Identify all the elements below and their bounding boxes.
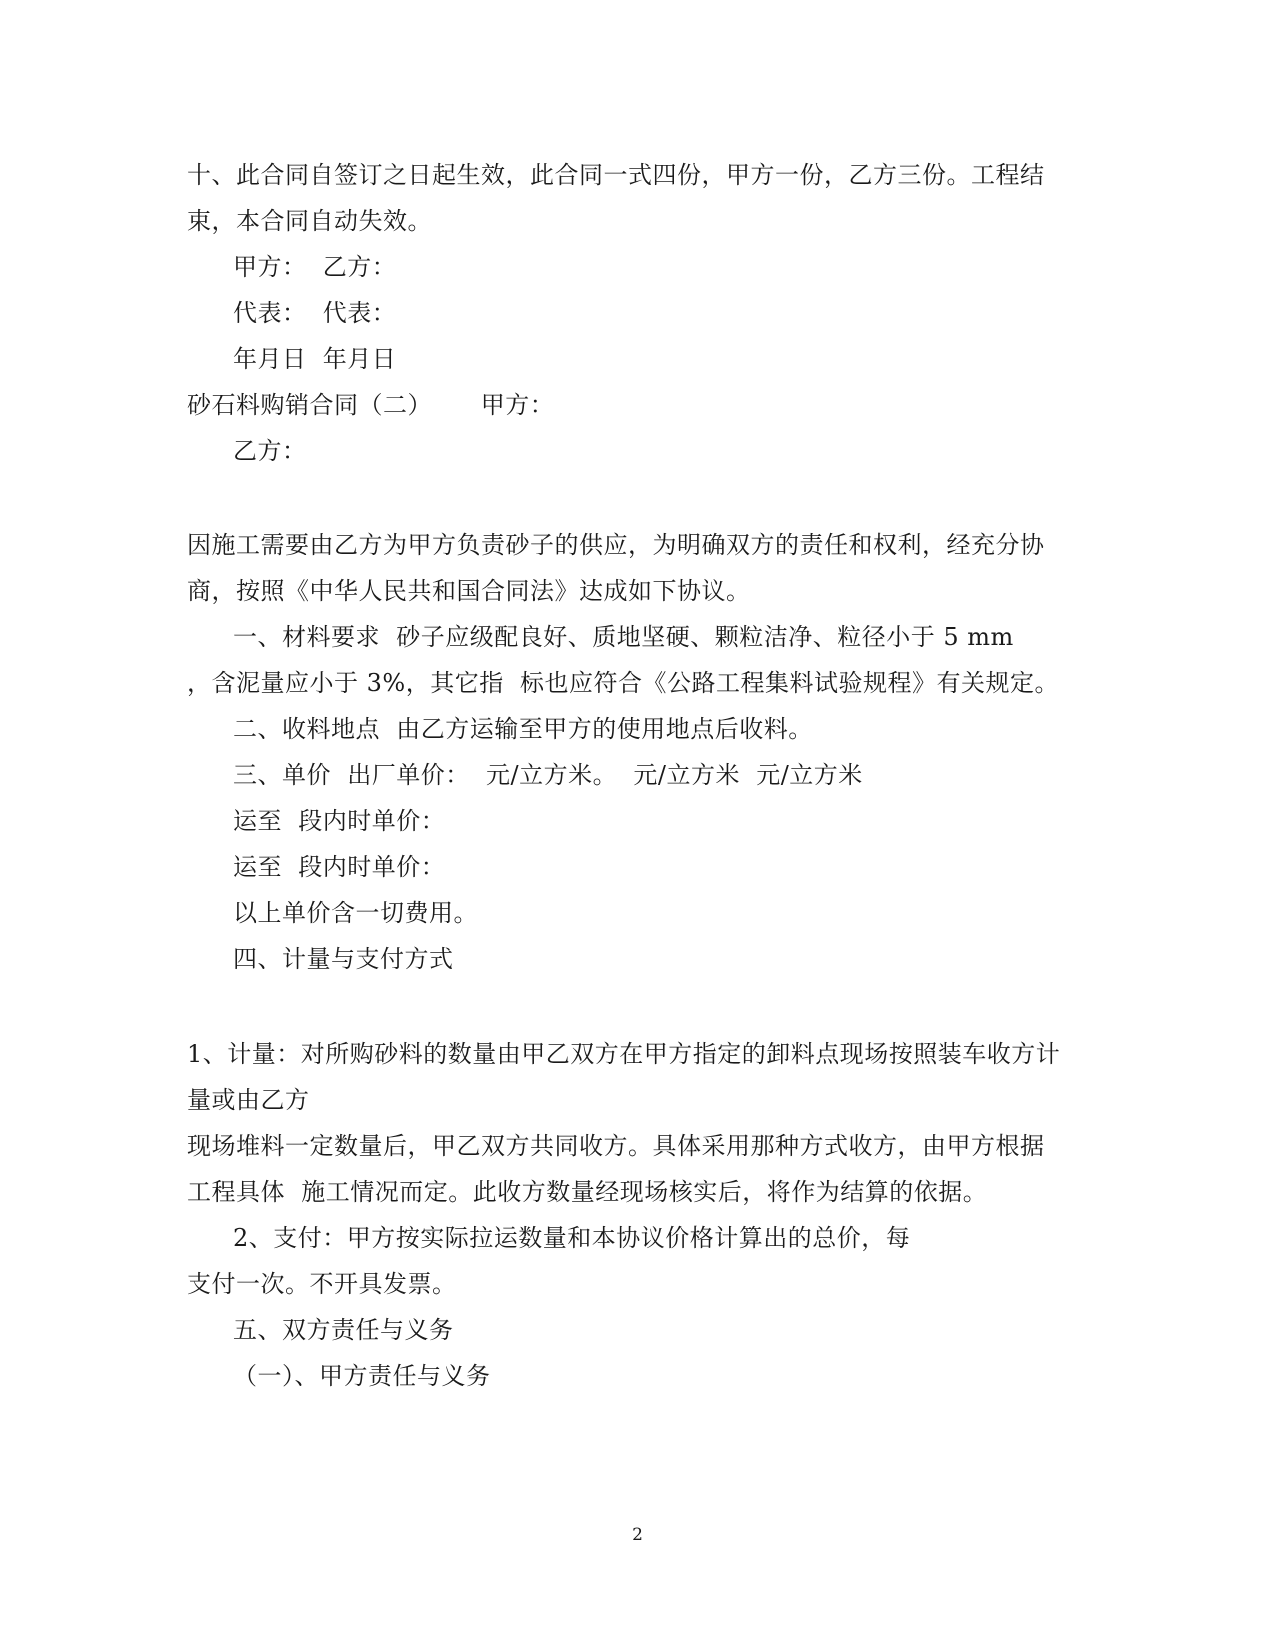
delivery-location-line: 二、收料地点 由乙方运输至甲方的使用地点后收料。 [233,715,813,743]
material-requirements-line-1: 一、材料要求 砂子应级配良好、质地坚硬、颗粒洁净、粒径小于 5 mm [233,623,1014,651]
unit-price-line: 三、单价 出厂单价： 元/立方米。 元/立方米 元/立方米 [233,761,863,789]
section-four-heading: 四、计量与支付方式 [233,945,454,973]
signature-parties-line: 甲方： 乙方： [233,253,397,281]
preamble-line-2: 商，按照《中华人民共和国合同法》达成如下协议。 [187,577,751,605]
preamble-line-1: 因施工需要由乙方为甲方负责砂子的供应，为明确双方的责任和权利，经充分协 [187,531,1045,559]
material-requirements-line-2: ，含泥量应小于 3%，其它指 标也应符合《公路工程集料试验规程》有关规定。 [187,669,1059,697]
price-inclusion-line: 以上单价含一切费用。 [233,899,478,927]
transport-price-line-2: 运至 段内时单价： [233,853,446,881]
signature-representatives-line: 代表： 代表： [233,299,397,327]
measurement-line-3: 现场堆料一定数量后，甲乙双方共同收方。具体采用那种方式收方，由甲方根据 [187,1132,1045,1160]
measurement-line-4: 工程具体 施工情况而定。此收方数量经现场核实后，将作为结算的依据。 [187,1178,988,1206]
clause-ten-line-1: 十、此合同自签订之日起生效，此合同一式四份，甲方一份，乙方三份。工程结 [187,161,1045,189]
measurement-line-1: 1、计量：对所购砂料的数量由甲乙双方在甲方指定的卸料点现场按照装车收方计 [187,1040,1061,1068]
signature-dates-line: 年月日 年月日 [233,345,397,373]
page-number: 2 [632,1525,643,1545]
contract-two-title-line: 砂石料购销合同（二） 甲方： [187,391,555,419]
party-a-duties-heading: （一）、甲方责任与义务 [233,1362,491,1390]
section-five-heading: 五、双方责任与义务 [233,1316,454,1344]
transport-price-line-1: 运至 段内时单价： [233,807,446,835]
payment-line-1: 2、支付：甲方按实际拉运数量和本协议价格计算出的总价，每 [233,1224,911,1252]
clause-ten-line-2: 束，本合同自动失效。 [187,207,432,235]
party-b-line: 乙方： [233,437,307,465]
measurement-line-2: 量或由乙方 [187,1086,310,1114]
payment-line-2: 支付一次。不开具发票。 [187,1270,457,1298]
